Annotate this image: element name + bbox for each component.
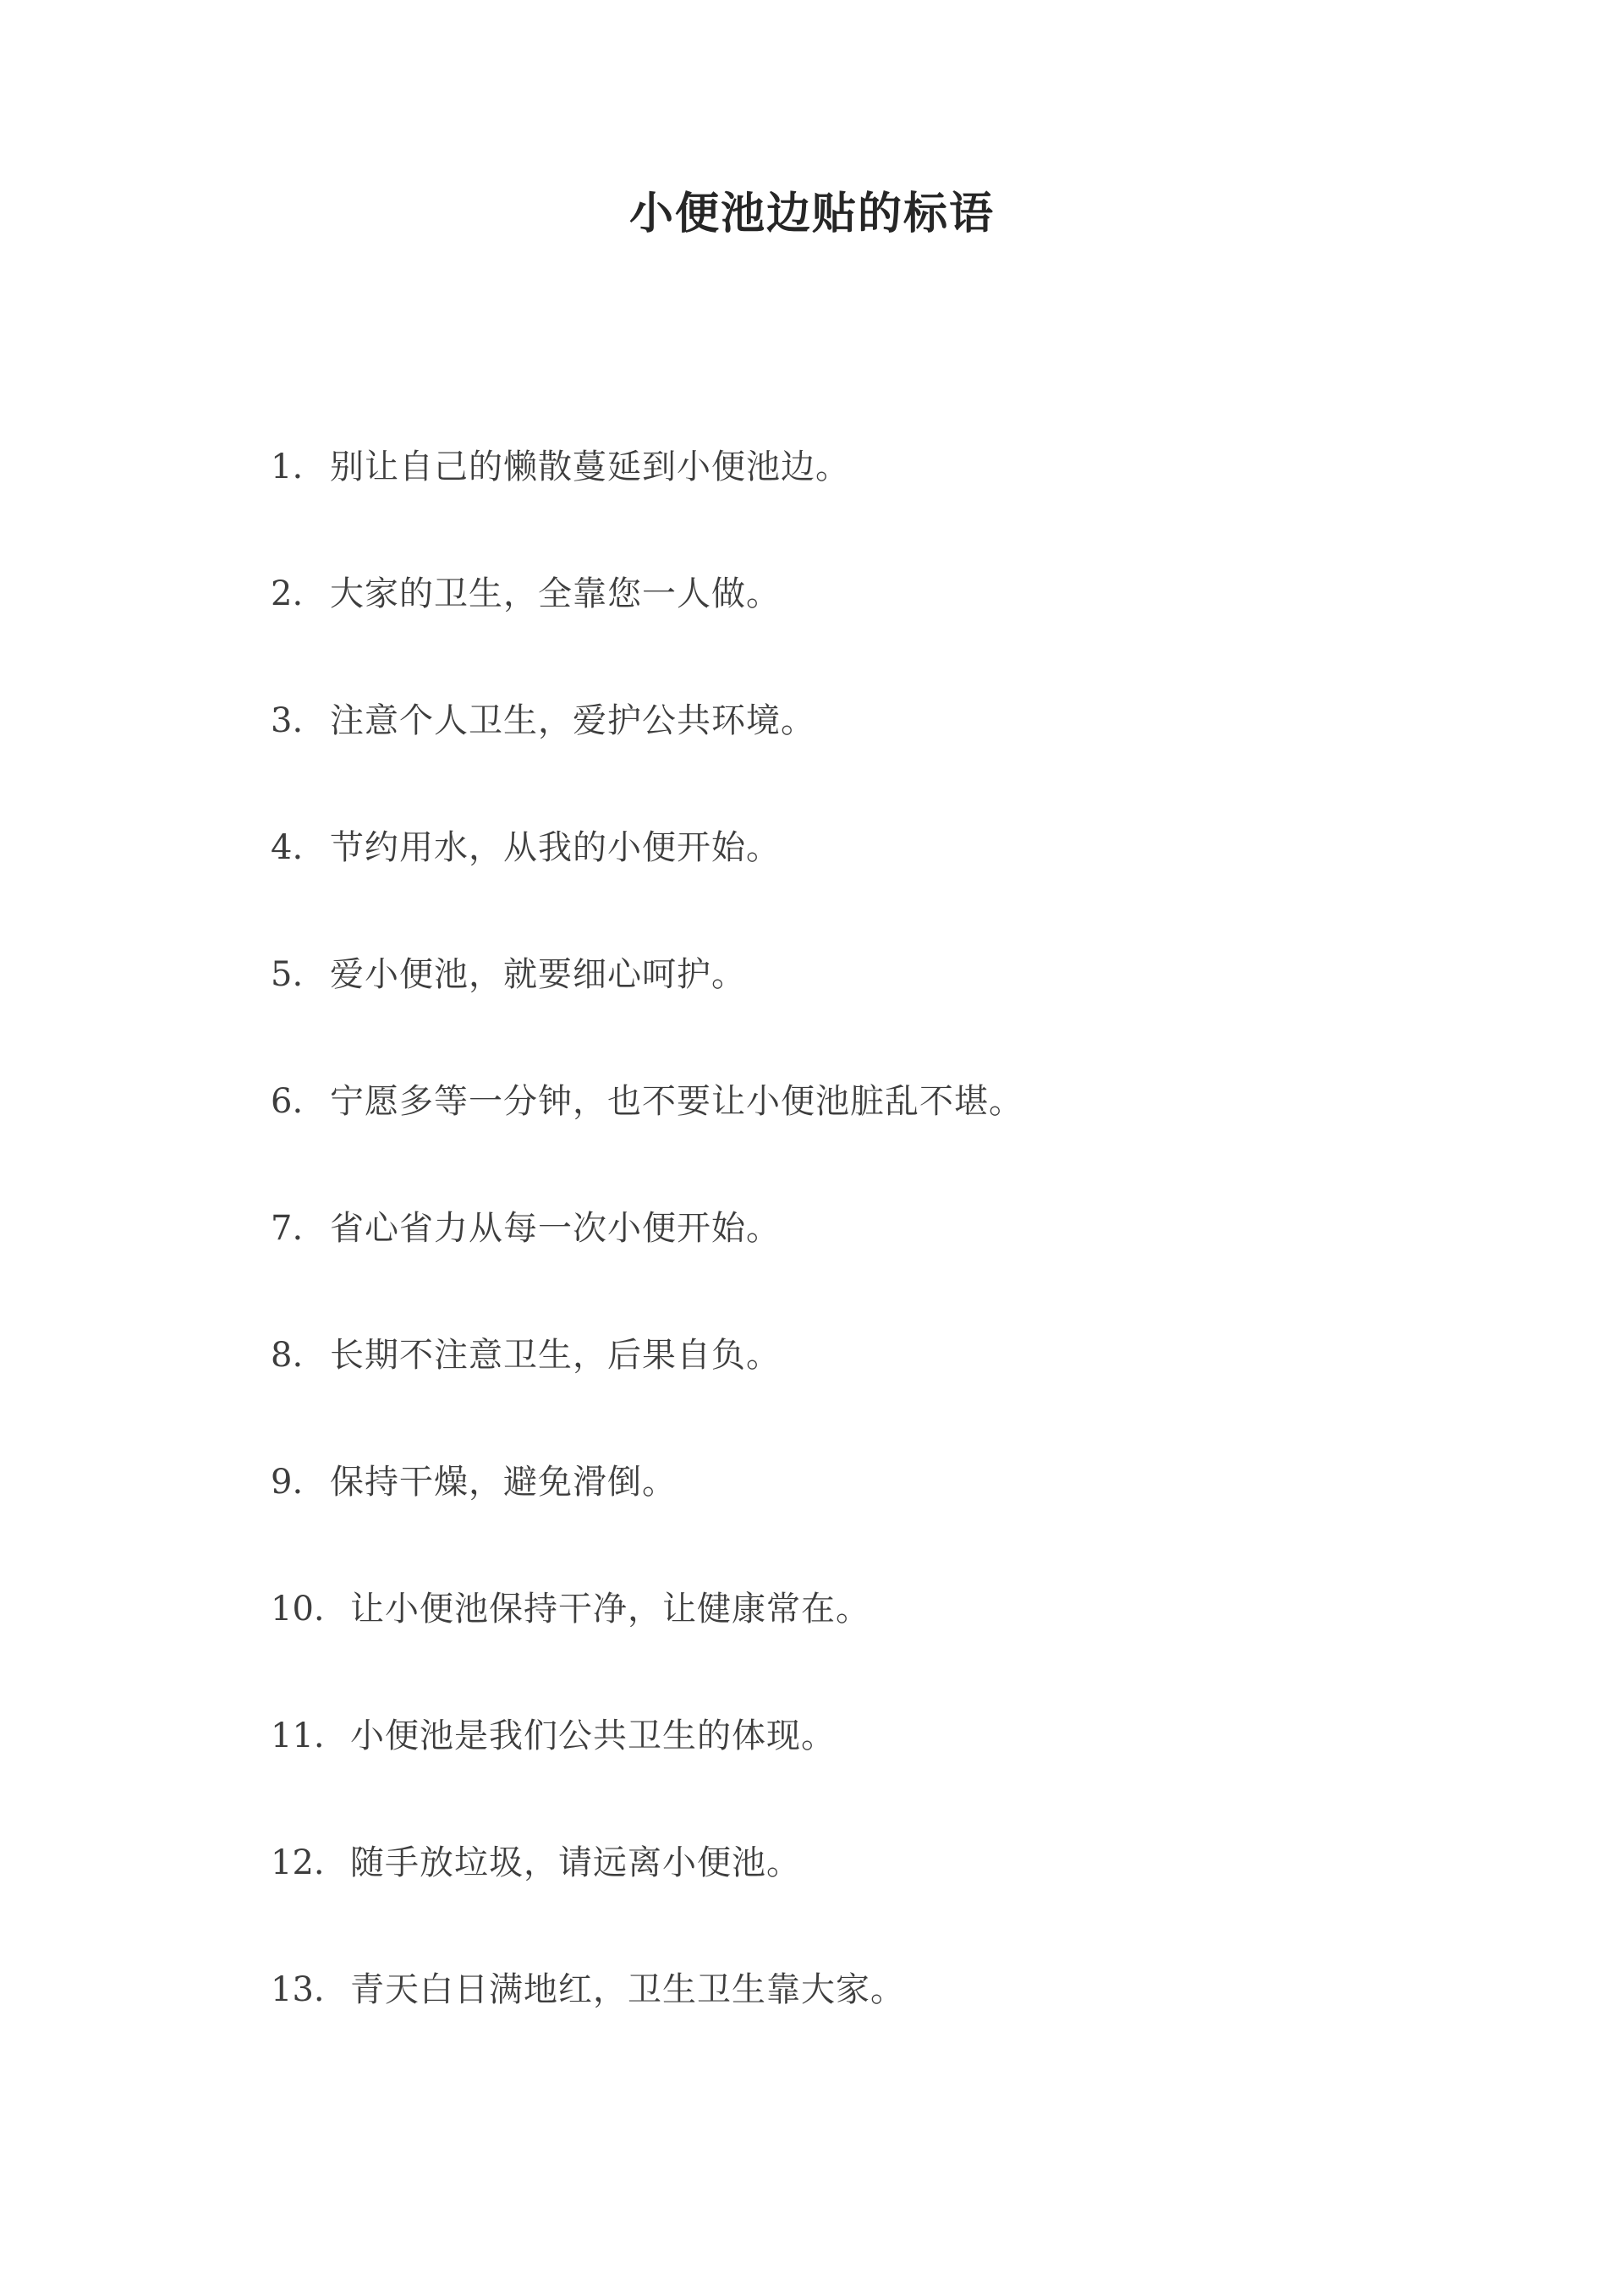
slogan-text: 让小便池保持干净，让健康常在。 bbox=[350, 1590, 870, 1629]
slogan-text: 宁愿多等一分钟，也不要让小便池脏乱不堪。 bbox=[330, 1082, 1023, 1121]
slogan-text: 保持干燥，避免滑倒。 bbox=[330, 1463, 677, 1502]
slogan-item bbox=[271, 1579, 1522, 1706]
slogan-number: 8. bbox=[271, 1336, 304, 1375]
slogan-number: 4. bbox=[271, 828, 304, 867]
slogan-item bbox=[271, 1198, 1522, 1325]
slogan-item bbox=[271, 1959, 1522, 2086]
slogan-item bbox=[271, 1452, 1522, 1579]
slogan-item bbox=[271, 944, 1522, 1071]
slogan-text: 省心省力从每一次小便开始。 bbox=[330, 1209, 781, 1248]
document-title: 小便池边贴的标语 bbox=[628, 188, 995, 239]
slogan-item bbox=[271, 1071, 1522, 1198]
slogan-number: 6. bbox=[271, 1082, 304, 1121]
slogan-number: 9. bbox=[271, 1463, 304, 1502]
slogan-item bbox=[271, 1706, 1522, 1832]
slogan-number: 2. bbox=[271, 574, 304, 613]
slogan-number: 5. bbox=[271, 955, 304, 994]
slogan-item bbox=[271, 1832, 1522, 1959]
slogan-item bbox=[271, 1325, 1522, 1452]
slogan-number: 7. bbox=[271, 1209, 304, 1248]
slogan-text: 别让自己的懒散蔓延到小便池边。 bbox=[330, 448, 850, 486]
slogan-text: 随手放垃圾，请远离小便池。 bbox=[350, 1843, 801, 1882]
slogan-number: 13. bbox=[271, 1970, 325, 2009]
slogan-number: 11. bbox=[271, 1717, 325, 1755]
slogan-text: 注意个人卫生，爱护公共环境。 bbox=[330, 701, 815, 740]
slogan-list bbox=[271, 437, 1522, 2086]
slogan-item bbox=[271, 437, 1522, 563]
slogan-number: 12. bbox=[271, 1843, 325, 1882]
slogan-text: 长期不注意卫生，后果自负。 bbox=[330, 1336, 781, 1375]
slogan-item bbox=[271, 563, 1522, 690]
slogan-item bbox=[271, 817, 1522, 944]
slogan-number: 1. bbox=[271, 448, 304, 486]
slogan-number: 10. bbox=[271, 1590, 325, 1629]
slogan-item bbox=[271, 690, 1522, 817]
slogan-text: 爱小便池，就要细心呵护。 bbox=[330, 955, 746, 994]
slogan-text: 小便池是我们公共卫生的体现。 bbox=[350, 1717, 836, 1755]
slogan-text: 节约用水，从我的小便开始。 bbox=[330, 828, 781, 867]
slogan-number: 3. bbox=[271, 701, 304, 740]
slogan-text: 青天白日满地红，卫生卫生靠大家。 bbox=[350, 1970, 905, 2009]
slogan-text: 大家的卫生，全靠您一人做。 bbox=[330, 574, 781, 613]
